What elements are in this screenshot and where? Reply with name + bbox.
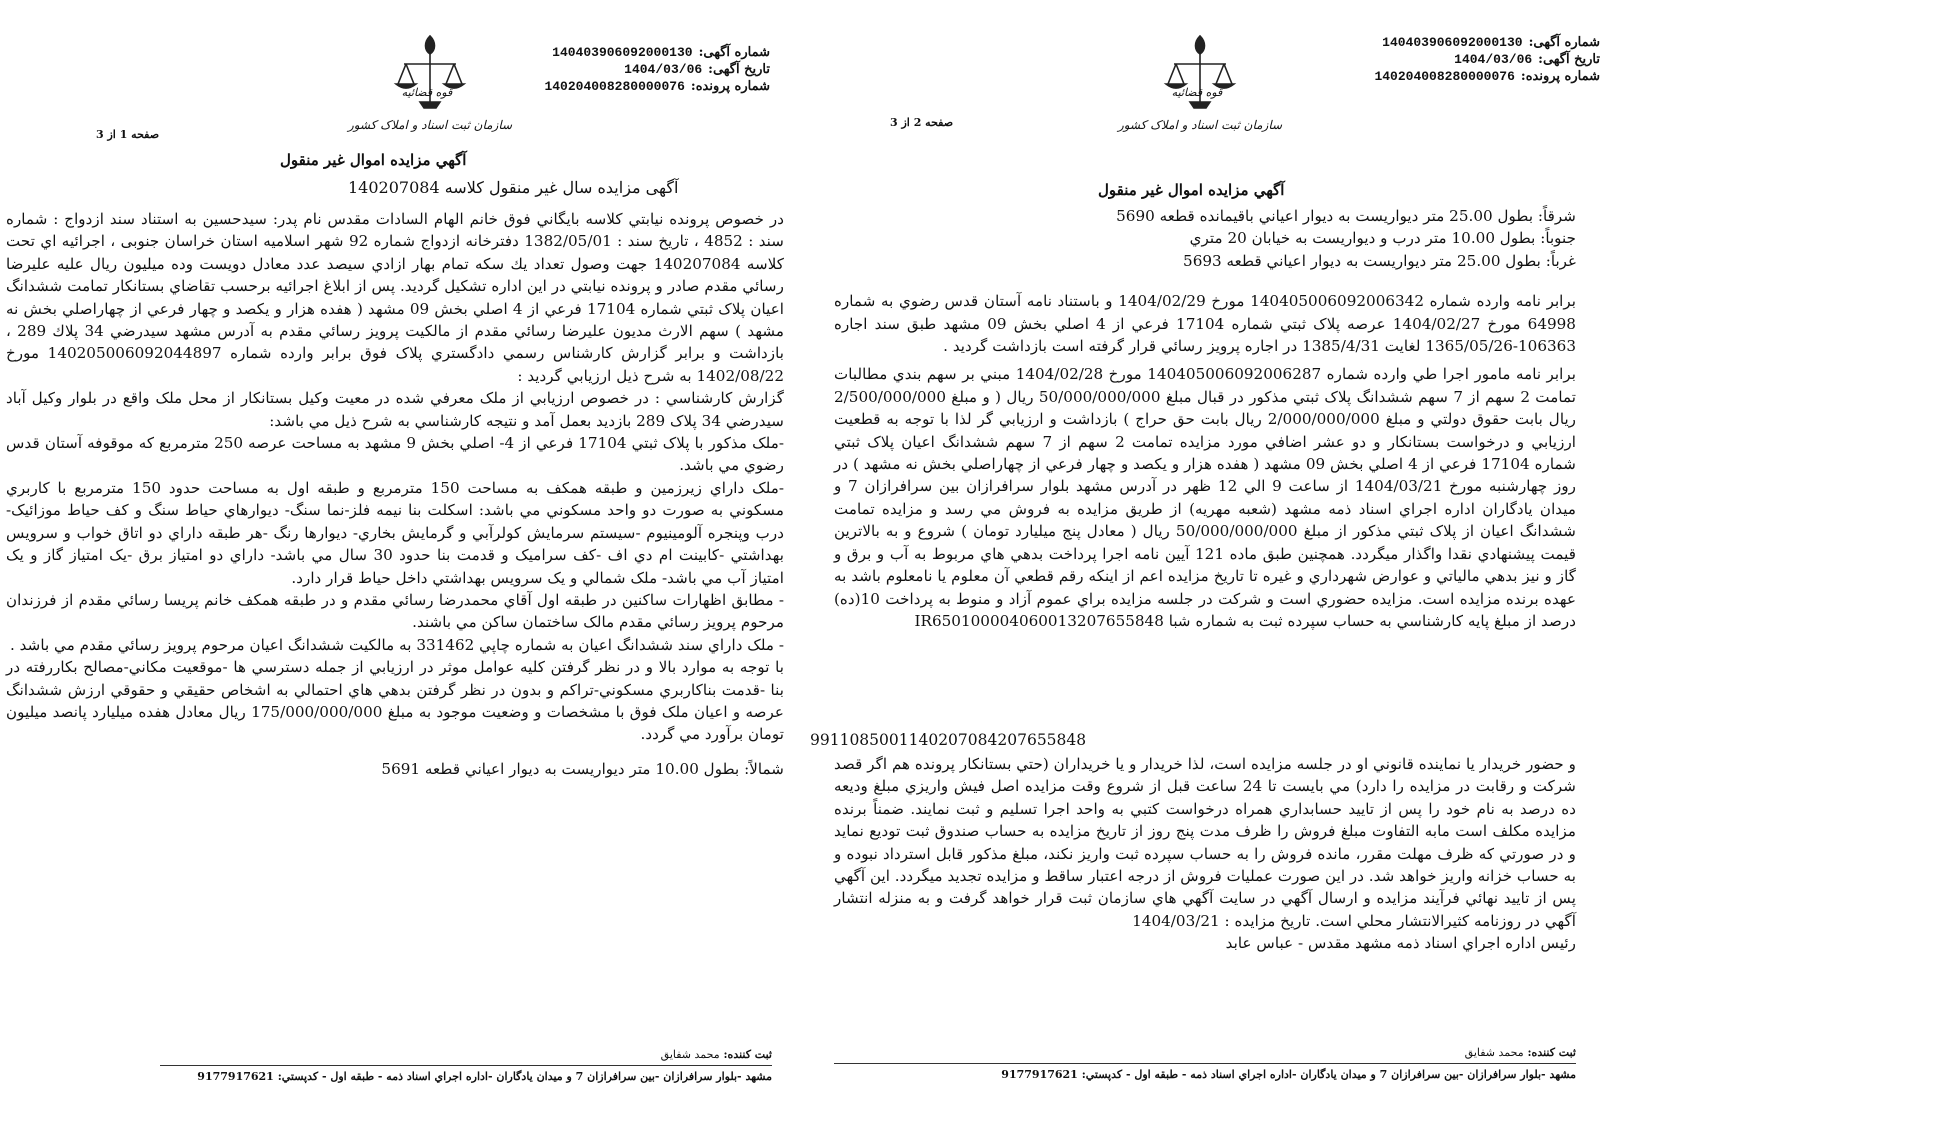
registrar-label: ثبت كننده: [1527,1046,1576,1059]
logo-top-caption: قوه قضائیه [1171,86,1223,99]
case-no-value: 140204008280000076 [1374,69,1515,84]
footer-divider [160,1065,772,1066]
logo-bottom-caption: سازمان ثبت اسناد و املاک کشور [1117,118,1283,132]
case-no-label: شماره پرونده: [1520,69,1600,84]
notice-meta-block [1350,34,1600,85]
paragraph: - ملک داراي سند ششدانگ اعيان به شماره چاپي 331462 به مالكيت ششدانگ اعيان مرحوم پرويز رسائي مقدم مي باشد . [10,635,784,654]
case-no-label: شماره پرونده: [690,79,770,94]
page-number: صفحه 2 از 3 [890,116,954,129]
paragraph: با توجه به موارد بالا و در نظر گرفتن كليه عوامل موثر در ارزيابي از جمله دسترسي ها -موقعيت مكاني-مصالح بكاررفته در بنا -قدمت بناكاربري مسكوني-تراكم و بدون در نظر گرفتن بدهي هاي احتمالي به اشخاص حقيقي و حقوقي ارزش ششدانگ عرصه و اعيان ملک فوق با مشخصات و وضعيت موجود به مبلغ 175/000/000/000 ريال معادل هفده ميليارد پانصد ميليون تومان برآورد مي گردد. [6,658,784,744]
case-no-value: 140204008280000076 [544,79,685,94]
notice-date-label: تاریخ آگهی: [1538,52,1600,67]
notice-date-label: تاریخ آگهی: [708,62,770,77]
west-boundary: غرباً: بطول 25.00 متر ديواريست به ديوار اعياني قطعه 5693 [1183,251,1576,270]
footer-divider [834,1063,1576,1064]
paragraph: برابر نامه وارده شماره 140405006092006342 مورخ 1404/02/29 و باستناد نامه آستان قدس رضوي به شماره 64998 مورخ 1404/02/27 عرصه پلاک ثبتي شماره 17104 فرعي از 4 اصلي بخش 09 مشهد طبق سند اجاره 106363-1365/05/26 لغايت 1385/4/31 در اجاره پرويز رسائي قرار گرفته است بازداشت گرديد . [834,292,1576,356]
east-boundary: شرقاً: بطول 25.00 متر ديواريست به ديوار اعياني باقيمانده قطعه 5690 [1116,207,1576,225]
notice-subtitle: آگهی مزایده سال غیر منقول کلاسه 140207084 [348,178,679,197]
footer-postal-code: 9177917621 [1001,1068,1078,1081]
logo-top-caption: قوه قضائیه [401,86,453,99]
page-number: صفحه 1 از 3 [96,128,160,141]
paragraph: و حضور خريدار يا نماينده قانوني او در جلسه مزايده است، لذا خريدار و يا خريداران (حتي بستانكار پرونده هم اگر قصد شركت و رقابت در مزايده را دارد) مي بايست تا 24 ساعت قبل از شروع وقت مزايده اصل فيش واريزي مبلغ وديعه ده درصد به نام خود را پس از تاييد حسابداري همراه درخواست كتبي به واحد اجرا تسليم و ثبت نمايند. ضمناً برنده مزايده مكلف است مابه التفاوت مبلغ فروش را ظرف مدت پنج روز از تاريخ مزايده به حساب صندوق ثبت توديع نمايد و در صورتي كه ظرف مهلت مقرر، مانده فروش را به حساب سپرده ثبت واريز نكند، مبلغ مذكور قابل استرداد نبوده و به حساب خزانه واريز خواهد شد. در اين صورت عمليات فروش از درجه اعتبار ساقط و مزايده تجديد ميگردد. اين آگهي پس از تاييد نهائي فرآيند مزايده و ارسال آگهي در سايت آگهي هاي سازمان ثبت قرار خواهد گرفت و به منزله انتشار آگهي در روزنامه كثيرالانتشار محلي است. تاريخ مزايده : 1404/03/21 [834,755,1576,930]
notice-body [6,208,784,780]
paragraph: برابر نامه مامور اجرا طي وارده شماره 140405006092006287 مورخ 1404/02/28 مبني بر سهم بندي مطالبات تمامت 2 سهم از 7 سهم ششدانگ پلاک ثبتي مذكور در قبال مبلغ 50/000/000/000 ريال ( و مبلغ 2/500/000/000 ريال بابت حقوق دولتي و مبلغ 2/000/000/000 ريال بابت حق حراج ) بازداشت و ارزيابي گر لذا با توجه به قطعيت ارزيابي و درخواست بستانكار و دو عشر اضافي مورد مزايده تمامت 2 سهم از 7 سهم ششدانگ اعيان پلاک ثبتي شماره 17104 فرعي از 4 اصلي بخش 09 مشهد ( هفده هزار و يكصد و چهار فرعي از چهاراصلي بخش نه مشهد ) در روز چهارشنبه مورخ 1404/03/21 از ساعت 9 الي 12 ظهر در آدرس مشهد بلوار سرافرازان بين سرافرازان 7 و ميدان يادگاران اداره اجراي اسناد ذمه مشهد (شعبه مهريه) از طريق مزايده به فروش مي رسد و مزايده تمامت ششدانگ اعيان از پلاک ثبتي مذكور از مبلغ 50/000/000/000 ريال ( معادل پنج ميليارد تومان ) شروع و به بالاترين قيمت پيشنهادي نقدا واگذار ميگردد. همچنين طبق ماده 121 آيين نامه اجرا پرداخت بدهي هاي مربوط به آب و برق و گاز و نيز بدهي مالياتي و عوارض شهرداري و غيره تا تاريخ مزايده اعم از اينكه رقم قطعي آن معلوم يا نامعلوم باشد به عهده برنده مزايده است. مزايده حضوري است و شركت در جلسه مزايده براي عموم آزاد و منوط به پرداخت 10(ده) درصد از مبلغ پايه كارشناسي به حساب سپرده ثبت به شماره شبا IR650100004060013207655848 [834,365,1577,630]
footer-address: مشهد -بلوار سرافرازان -بين سرافرازان 7 و ميدان يادگاران -اداره اجراي اسناد ذمه - طبقه اول - كدپستي: [277,1070,772,1083]
registrar-name: محمد شفایق [1464,1046,1524,1059]
logo-bottom-caption: سازمان ثبت اسناد و املاک کشور [347,118,513,132]
paragraph: در خصوص پرونده نيابتي كلاسه بايگاني فوق خانم الهام السادات مقدس نام پدر: سيدحسين به استناد سند ازدواج : شماره سند : 4852 ، تاریخ سند : 1382/05/01 دفترخانه ازدواج شماره 92 شهر اسلامیه استان خراسان جنوبی ، اجرائيه اي تحت كلاسه 140207084 جهت وصول تعداد يك سكه تمام بهار ازادي سيصد عدد معادل دويست وده ميليون ريال عليه عليرضا رسائي مقدم صادر و پرونده نيابتي در اين اداره تشكيل گرديد. پس از ابلاغ اجرائيه برحسب تقاضاي بستانكار تمامت ششدانگ اعيان پلاک ثبتي شماره 17104 فرعي از 4 اصلي بخش 09 مشهد ( هفده هزار و يكصد و چهار فرعي از چهاراصلي بخش نه مشهد ) سهم الارث مديون عليرضا رسائي مقدم از مالكيت پرويز رسائي مقدم به آدرس مشهد سيدرضي 34 پلاك 289 ، بازداشت و برابر گزارش كارشناس رسمي دادگستري پلاک فوق برابر وارده شماره 140205006092044897 مورخ 1402/08/22 به شرح ذيل ارزيابي گرديد : [6,210,784,385]
notice-body [834,205,1576,632]
notice-page-2 [810,0,1600,1127]
deposit-account-number: 9911085001140207084207655848 [810,731,1087,749]
notice-date-value: 1404/03/06 [624,62,703,77]
notice-no-value: 140403906092000130 [552,45,693,60]
notice-no-label: شماره آگهی: [698,45,770,60]
paragraph: -ملک داراي زيرزمين و طبقه همكف به مساحت 150 مترمربع و طبقه اول به مساحت حدود 150 مترمربع با كاربري مسكوني به صورت دو واحد مسكوني مي باشد: اسكلت بنا نيمه فلز-نما سنگ- ديوارهاي حياط سنگ و كف حياط موزائيک-درب وپنجره آلومينيوم -سيستم سرمايش كولرآبي و گرمايش بخاري- ديوارها رنگ -هر طبقه داراي دو اتاق خواب و سرويس بهداشتي -كابينت ام دي اف -كف سراميک و قدمت بنا حدود 30 سال مي باشد- داراي دو امتياز برق -يک امتياز گاز و يک امتياز آب مي باشد- ملک شمالي و يک سرويس بهداشتي داخل حياط قرار دارد. [6,478,785,587]
notice-meta-block [520,44,770,95]
footer-postal-code: 9177917621 [197,1070,274,1083]
paragraph: گزارش كارشناسي : در خصوص ارزيابي از ملک معرفي شده در معيت وكيل بستانكار از محل ملک واقع در بلوار وكيل آباد سيدرضي 34 پلاک 289 بازديد بعمل آمد و نتيجه كارشناسي به شرح ذيل مي باشد: [6,389,784,430]
notice-date-value: 1404/03/06 [1454,52,1533,67]
page-footer [834,1044,1576,1083]
north-boundary: شمالاً: بطول 10.00 متر ديواريست به ديوار اعياني قطعه 5691 [381,759,784,778]
footer-address: مشهد -بلوار سرافرازان -بين سرافرازان 7 و ميدان يادگاران -اداره اجراي اسناد ذمه - طبقه اول - كدپستي: [1081,1068,1576,1081]
paragraph: - مطابق اظهارات ساكنين در طبقه اول آقاي محمدرضا رسائي مقدم و در طبقه همكف خانم پريسا رسائي مقدم از فرزندان مرحوم پرويز رسائي مقدم مالک ساختمان ساكن مي باشند. [6,590,784,632]
registrar-label: ثبت كننده: [723,1048,772,1061]
registrar-name: محمد شفایق [660,1048,720,1061]
notice-title: آگهي مزايده اموال غير منقول [280,151,467,169]
notice-no-label: شماره آگهی: [1528,35,1600,50]
notice-page-1 [0,0,790,1127]
notice-body-continued [834,753,1576,955]
paragraph: -ملک مذكور با پلاک ثبتي 17104 فرعي از 4- اصلي بخش 9 مشهد به مساحت عرصه 250 مترمربع كه موقوفه آستان قدس رضوي مي باشد. [6,434,784,475]
page-footer [160,1046,772,1085]
notice-no-value: 140403906092000130 [1382,35,1523,50]
notice-title: آگهي مزايده اموال غير منقول [1098,181,1285,199]
south-boundary: جنوباً: بطول 10.00 متر درب و ديواريست به خيابان 20 متري [1189,229,1576,248]
signature-line: رئيس اداره اجراي اسناد ذمه مشهد مقدس - عباس عابد [1225,934,1576,953]
